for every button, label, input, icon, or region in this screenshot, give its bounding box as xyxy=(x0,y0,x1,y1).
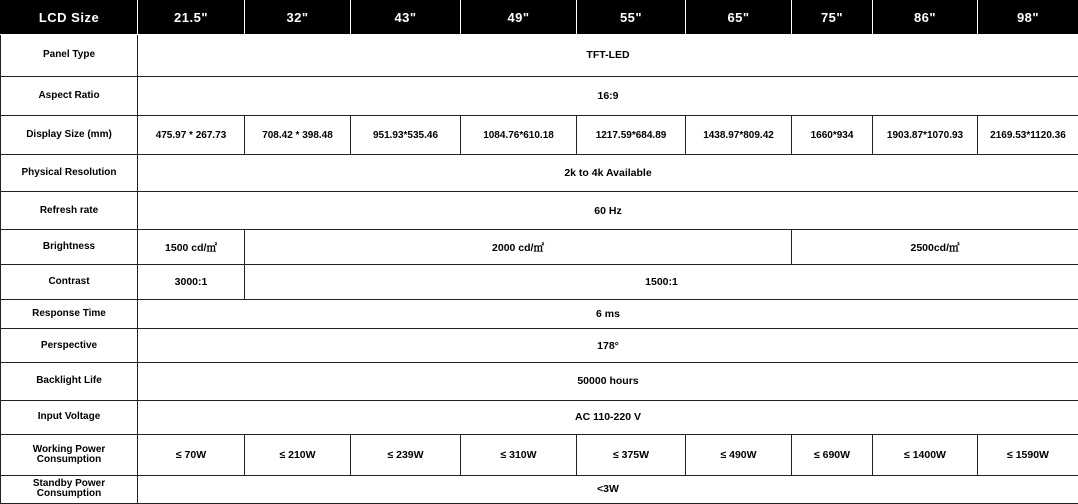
cell-value: ≤ 310W xyxy=(461,435,577,476)
table-row-refresh-rate xyxy=(1,192,1078,230)
cell-value: ≤ 210W xyxy=(245,435,351,476)
cell-value: 1660*934 xyxy=(792,116,873,155)
row-label: Backlight Life xyxy=(1,363,138,401)
table-row-physical-resolution xyxy=(1,154,1078,192)
table-row-aspect-ratio xyxy=(1,76,1078,116)
cell-value: 178° xyxy=(138,328,1078,362)
row-label: Physical Resolution xyxy=(1,154,138,192)
cell-value: 708.42 * 398.48 xyxy=(245,116,351,155)
cell-value: 2k to 4k Available xyxy=(138,154,1078,192)
table-row-contrast xyxy=(1,265,1078,299)
table-row-input-voltage xyxy=(1,400,1078,434)
cell-value: <3W xyxy=(138,475,1078,503)
cell-value: ≤ 1590W xyxy=(978,435,1078,476)
table-row-backlight-life xyxy=(1,363,1078,401)
header-row xyxy=(1,1,1078,35)
row-label: Working Power Consumption xyxy=(1,435,138,476)
cell-value: 1500 cd/㎡ xyxy=(138,229,245,264)
row-label: Display Size (mm) xyxy=(1,116,138,155)
cell-value: 1217.59*684.89 xyxy=(577,116,686,155)
cell-value: 16:9 xyxy=(138,76,1078,116)
table-row-brightness xyxy=(1,229,1078,264)
header-size: 75" xyxy=(792,1,873,35)
header-size: 49" xyxy=(461,1,577,35)
table-row-display-size xyxy=(1,116,1078,155)
header-label: LCD Size xyxy=(1,1,138,35)
cell-value: 3000:1 xyxy=(138,265,245,299)
row-label: Contrast xyxy=(1,265,138,299)
cell-value: 60 Hz xyxy=(138,192,1078,230)
table-row-perspective xyxy=(1,328,1078,362)
header-size: 65" xyxy=(686,1,792,35)
cell-value: 475.97 * 267.73 xyxy=(138,116,245,155)
cell-value: 50000 hours xyxy=(138,363,1078,401)
cell-value: ≤ 239W xyxy=(351,435,461,476)
header-size: 98" xyxy=(978,1,1078,35)
cell-value: 951.93*535.46 xyxy=(351,116,461,155)
cell-value: 1903.87*1070.93 xyxy=(873,116,978,155)
table-row-working-power xyxy=(1,435,1078,476)
header-size: 86" xyxy=(873,1,978,35)
row-label: Standby Power Consumption xyxy=(1,475,138,503)
table-row-panel-type xyxy=(1,35,1078,77)
cell-value: 2500cd/㎡ xyxy=(792,229,1078,264)
row-label: Input Voltage xyxy=(1,400,138,434)
cell-value: 2169.53*1120.36 xyxy=(978,116,1078,155)
cell-value: ≤ 375W xyxy=(577,435,686,476)
row-label: Brightness xyxy=(1,229,138,264)
cell-value: ≤ 690W xyxy=(792,435,873,476)
cell-value: TFT-LED xyxy=(138,35,1078,77)
cell-value: 2000 cd/㎡ xyxy=(245,229,792,264)
cell-value: 6 ms xyxy=(138,299,1078,328)
row-label: Response Time xyxy=(1,299,138,328)
cell-value: ≤ 1400W xyxy=(873,435,978,476)
cell-value: 1084.76*610.18 xyxy=(461,116,577,155)
cell-value: ≤ 490W xyxy=(686,435,792,476)
header-size: 43" xyxy=(351,1,461,35)
header-size: 32" xyxy=(245,1,351,35)
table-row-response-time xyxy=(1,299,1078,328)
cell-value: ≤ 70W xyxy=(138,435,245,476)
row-label: Panel Type xyxy=(1,35,138,77)
cell-value: 1438.97*809.42 xyxy=(686,116,792,155)
header-size: 55" xyxy=(577,1,686,35)
header-size: 21.5" xyxy=(138,1,245,35)
cell-value: AC 110-220 V xyxy=(138,400,1078,434)
table-row-standby-power xyxy=(1,475,1078,503)
row-label: Perspective xyxy=(1,328,138,362)
row-label: Refresh rate xyxy=(1,192,138,230)
row-label: Aspect Ratio xyxy=(1,76,138,116)
cell-value: 1500:1 xyxy=(245,265,1078,299)
